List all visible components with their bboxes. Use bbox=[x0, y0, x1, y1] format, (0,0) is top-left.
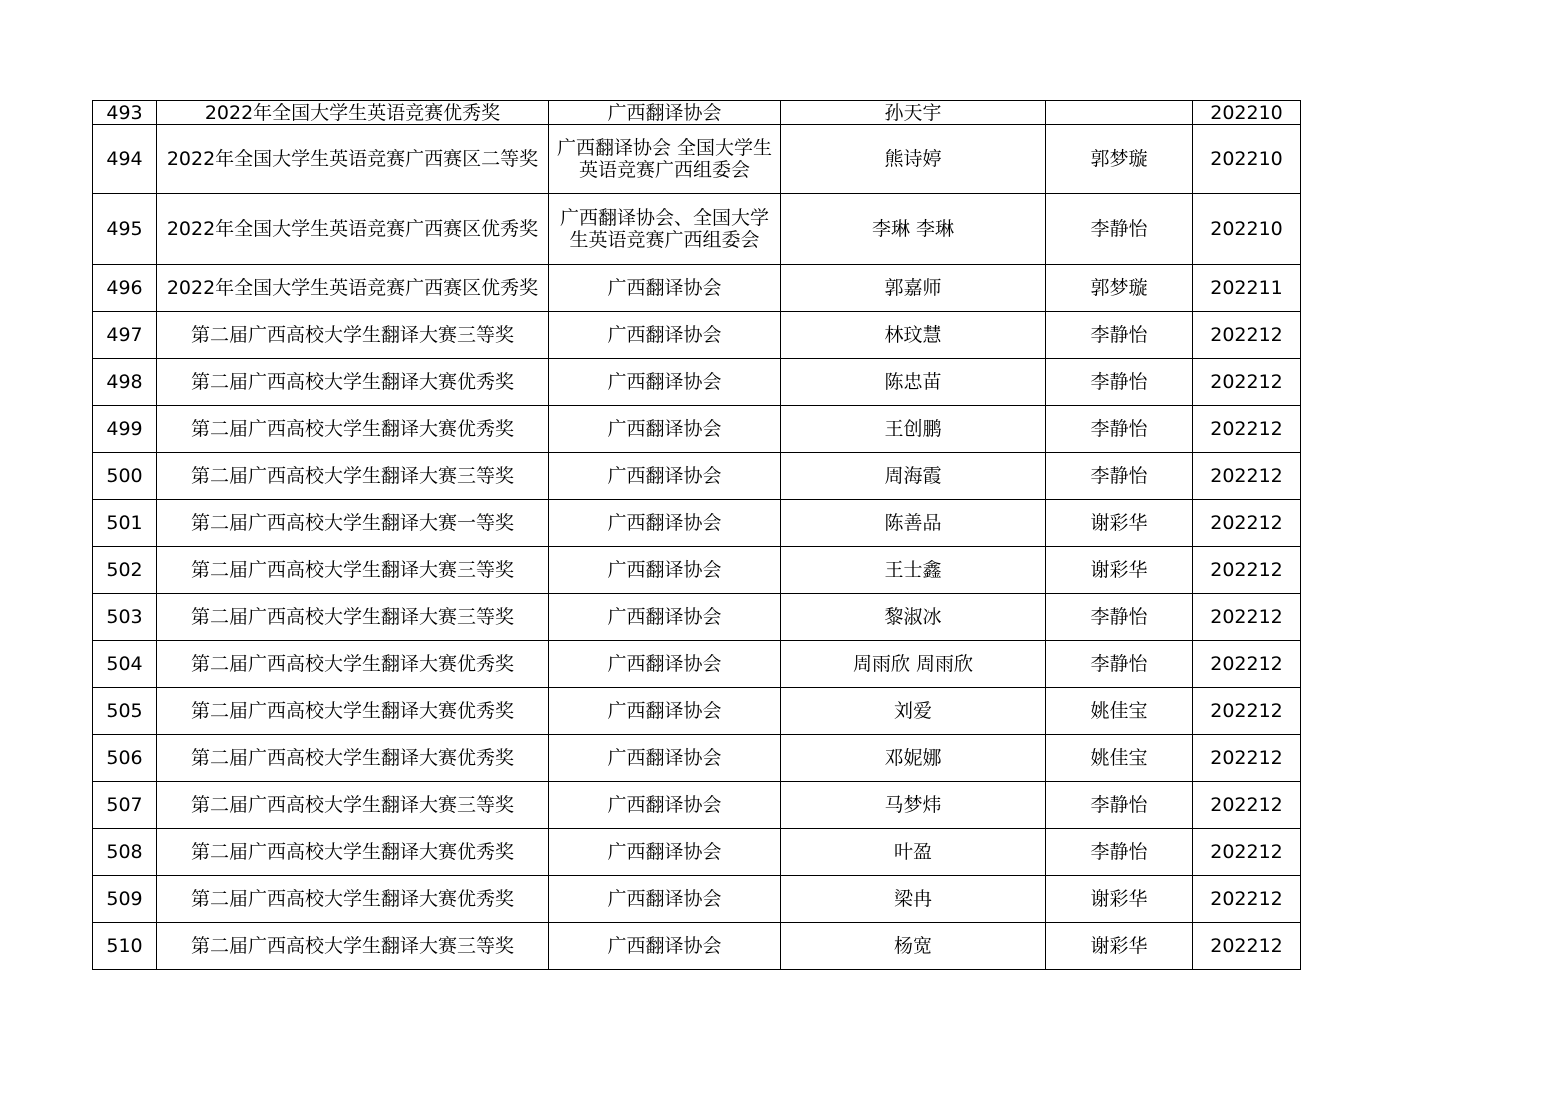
cell-advisor: 李静怡 bbox=[1046, 453, 1193, 500]
cell-advisor: 李静怡 bbox=[1046, 312, 1193, 359]
cell-advisor: 李静怡 bbox=[1046, 194, 1193, 265]
cell-number: 503 bbox=[93, 594, 157, 641]
cell-organizer: 广西翻译协会 bbox=[549, 500, 781, 547]
cell-number: 504 bbox=[93, 641, 157, 688]
cell-date: 202212 bbox=[1193, 735, 1301, 782]
cell-advisor: 郭梦璇 bbox=[1046, 265, 1193, 312]
table-row bbox=[93, 923, 1301, 970]
table-row bbox=[93, 594, 1301, 641]
cell-student: 王士鑫 bbox=[781, 547, 1046, 594]
cell-advisor: 姚佳宝 bbox=[1046, 688, 1193, 735]
table-row bbox=[93, 125, 1301, 194]
cell-number: 498 bbox=[93, 359, 157, 406]
cell-advisor: 谢彩华 bbox=[1046, 547, 1193, 594]
table-row bbox=[93, 688, 1301, 735]
cell-number: 509 bbox=[93, 876, 157, 923]
cell-number: 502 bbox=[93, 547, 157, 594]
cell-award: 第二届广西高校大学生翻译大赛三等奖 bbox=[157, 547, 549, 594]
cell-organizer: 广西翻译协会 bbox=[549, 923, 781, 970]
table-row bbox=[93, 641, 1301, 688]
table-row bbox=[93, 265, 1301, 312]
cell-student: 李琳 李琳 bbox=[781, 194, 1046, 265]
cell-award: 第二届广西高校大学生翻译大赛三等奖 bbox=[157, 923, 549, 970]
cell-student: 马梦炜 bbox=[781, 782, 1046, 829]
cell-number: 506 bbox=[93, 735, 157, 782]
cell-award: 2022年全国大学生英语竞赛广西赛区优秀奖 bbox=[157, 194, 549, 265]
cell-date: 202212 bbox=[1193, 547, 1301, 594]
cell-organizer: 广西翻译协会 bbox=[549, 312, 781, 359]
table-row bbox=[93, 359, 1301, 406]
cell-student: 邓妮娜 bbox=[781, 735, 1046, 782]
cell-organizer: 广西翻译协会 bbox=[549, 406, 781, 453]
cell-student: 陈善品 bbox=[781, 500, 1046, 547]
cell-number: 510 bbox=[93, 923, 157, 970]
cell-award: 第二届广西高校大学生翻译大赛三等奖 bbox=[157, 312, 549, 359]
cell-number: 500 bbox=[93, 453, 157, 500]
cell-organizer: 广西翻译协会 bbox=[549, 594, 781, 641]
table-row bbox=[93, 453, 1301, 500]
cell-date: 202212 bbox=[1193, 829, 1301, 876]
table-row bbox=[93, 547, 1301, 594]
cell-advisor: 郭梦璇 bbox=[1046, 125, 1193, 194]
cell-award: 第二届广西高校大学生翻译大赛优秀奖 bbox=[157, 876, 549, 923]
cell-student: 叶盈 bbox=[781, 829, 1046, 876]
awards-table bbox=[92, 100, 1301, 970]
cell-date: 202210 bbox=[1193, 125, 1301, 194]
cell-number: 507 bbox=[93, 782, 157, 829]
cell-organizer: 广西翻译协会 bbox=[549, 101, 781, 125]
table-row bbox=[93, 829, 1301, 876]
cell-organizer: 广西翻译协会 bbox=[549, 688, 781, 735]
cell-date: 202212 bbox=[1193, 688, 1301, 735]
table-row bbox=[93, 194, 1301, 265]
cell-date: 202212 bbox=[1193, 641, 1301, 688]
cell-organizer: 广西翻译协会 bbox=[549, 547, 781, 594]
cell-award: 第二届广西高校大学生翻译大赛优秀奖 bbox=[157, 359, 549, 406]
cell-number: 494 bbox=[93, 125, 157, 194]
cell-advisor: 姚佳宝 bbox=[1046, 735, 1193, 782]
cell-advisor bbox=[1046, 101, 1193, 125]
table-row bbox=[93, 101, 1301, 125]
cell-student: 周雨欣 周雨欣 bbox=[781, 641, 1046, 688]
cell-award: 第二届广西高校大学生翻译大赛三等奖 bbox=[157, 453, 549, 500]
table-row bbox=[93, 876, 1301, 923]
cell-award: 第二届广西高校大学生翻译大赛三等奖 bbox=[157, 782, 549, 829]
cell-organizer: 广西翻译协会 bbox=[549, 876, 781, 923]
cell-award: 第二届广西高校大学生翻译大赛优秀奖 bbox=[157, 641, 549, 688]
cell-date: 202210 bbox=[1193, 194, 1301, 265]
cell-organizer: 广西翻译协会 bbox=[549, 265, 781, 312]
cell-date: 202212 bbox=[1193, 500, 1301, 547]
cell-organizer: 广西翻译协会 bbox=[549, 641, 781, 688]
cell-advisor: 李静怡 bbox=[1046, 641, 1193, 688]
cell-organizer: 广西翻译协会 全国大学生英语竞赛广西组委会 bbox=[549, 125, 781, 194]
cell-organizer: 广西翻译协会、全国大学生英语竞赛广西组委会 bbox=[549, 194, 781, 265]
cell-award: 第二届广西高校大学生翻译大赛优秀奖 bbox=[157, 829, 549, 876]
cell-award: 第二届广西高校大学生翻译大赛一等奖 bbox=[157, 500, 549, 547]
table-row bbox=[93, 735, 1301, 782]
cell-student: 杨宽 bbox=[781, 923, 1046, 970]
cell-student: 梁冉 bbox=[781, 876, 1046, 923]
cell-student: 郭嘉师 bbox=[781, 265, 1046, 312]
cell-date: 202212 bbox=[1193, 876, 1301, 923]
cell-student: 熊诗婷 bbox=[781, 125, 1046, 194]
cell-date: 202210 bbox=[1193, 101, 1301, 125]
cell-advisor: 李静怡 bbox=[1046, 359, 1193, 406]
cell-student: 林玟慧 bbox=[781, 312, 1046, 359]
cell-number: 496 bbox=[93, 265, 157, 312]
cell-student: 周海霞 bbox=[781, 453, 1046, 500]
cell-date: 202212 bbox=[1193, 923, 1301, 970]
cell-number: 499 bbox=[93, 406, 157, 453]
cell-organizer: 广西翻译协会 bbox=[549, 453, 781, 500]
table-row bbox=[93, 500, 1301, 547]
cell-number: 497 bbox=[93, 312, 157, 359]
cell-student: 孙天宇 bbox=[781, 101, 1046, 125]
cell-organizer: 广西翻译协会 bbox=[549, 782, 781, 829]
cell-number: 493 bbox=[93, 101, 157, 125]
cell-award: 第二届广西高校大学生翻译大赛优秀奖 bbox=[157, 688, 549, 735]
cell-date: 202212 bbox=[1193, 782, 1301, 829]
cell-award: 第二届广西高校大学生翻译大赛优秀奖 bbox=[157, 735, 549, 782]
cell-date: 202211 bbox=[1193, 265, 1301, 312]
cell-date: 202212 bbox=[1193, 406, 1301, 453]
cell-organizer: 广西翻译协会 bbox=[549, 735, 781, 782]
cell-date: 202212 bbox=[1193, 312, 1301, 359]
cell-student: 刘爱 bbox=[781, 688, 1046, 735]
table-row bbox=[93, 782, 1301, 829]
cell-organizer: 广西翻译协会 bbox=[549, 359, 781, 406]
cell-award: 2022年全国大学生英语竞赛优秀奖 bbox=[157, 101, 549, 125]
cell-advisor: 李静怡 bbox=[1046, 782, 1193, 829]
cell-student: 王创鹏 bbox=[781, 406, 1046, 453]
cell-award: 2022年全国大学生英语竞赛广西赛区优秀奖 bbox=[157, 265, 549, 312]
cell-number: 501 bbox=[93, 500, 157, 547]
cell-organizer: 广西翻译协会 bbox=[549, 829, 781, 876]
cell-number: 505 bbox=[93, 688, 157, 735]
cell-advisor: 谢彩华 bbox=[1046, 923, 1193, 970]
cell-student: 陈忠苗 bbox=[781, 359, 1046, 406]
cell-date: 202212 bbox=[1193, 594, 1301, 641]
cell-advisor: 李静怡 bbox=[1046, 406, 1193, 453]
cell-number: 508 bbox=[93, 829, 157, 876]
cell-advisor: 谢彩华 bbox=[1046, 876, 1193, 923]
cell-student: 黎淑冰 bbox=[781, 594, 1046, 641]
cell-award: 第二届广西高校大学生翻译大赛三等奖 bbox=[157, 594, 549, 641]
cell-number: 495 bbox=[93, 194, 157, 265]
cell-award: 第二届广西高校大学生翻译大赛优秀奖 bbox=[157, 406, 549, 453]
cell-advisor: 李静怡 bbox=[1046, 829, 1193, 876]
table-row bbox=[93, 406, 1301, 453]
cell-date: 202212 bbox=[1193, 359, 1301, 406]
cell-advisor: 李静怡 bbox=[1046, 594, 1193, 641]
table-row bbox=[93, 312, 1301, 359]
cell-date: 202212 bbox=[1193, 453, 1301, 500]
cell-award: 2022年全国大学生英语竞赛广西赛区二等奖 bbox=[157, 125, 549, 194]
cell-advisor: 谢彩华 bbox=[1046, 500, 1193, 547]
